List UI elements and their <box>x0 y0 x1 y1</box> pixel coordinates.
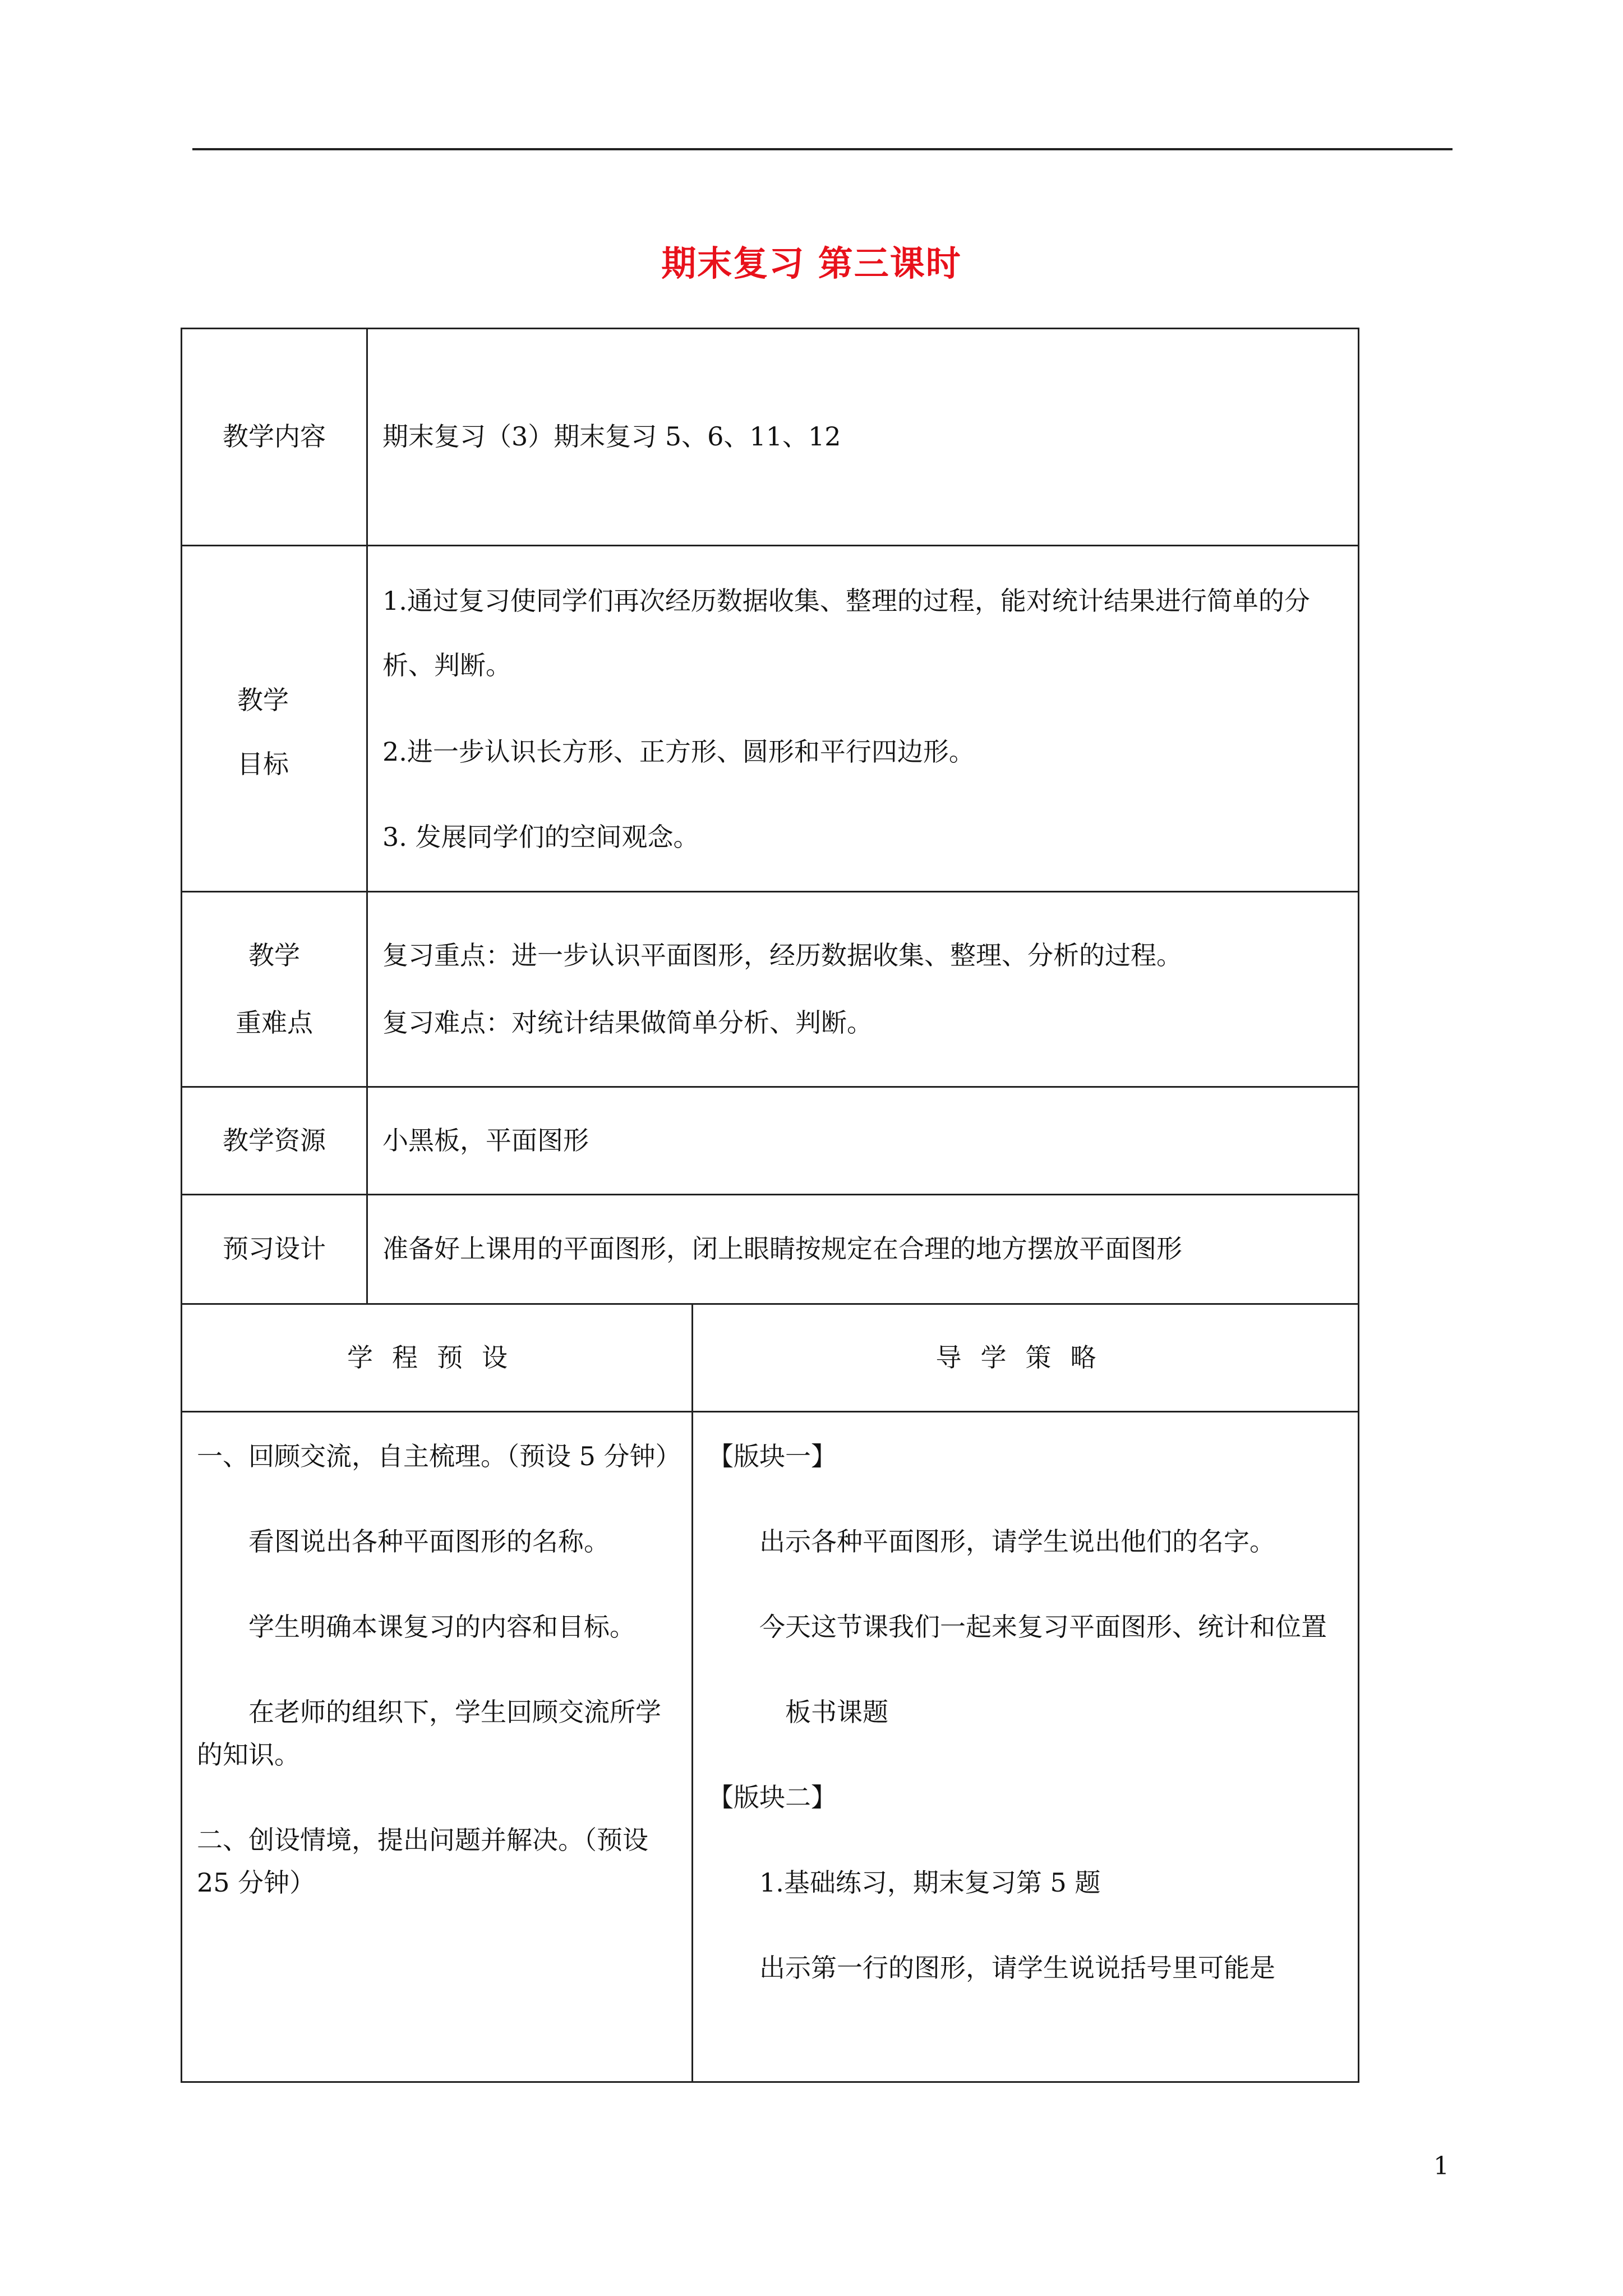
left-item-5: 二、创设情境，提出问题并解决。（预设 25 分钟） <box>197 1825 648 1898</box>
row-process <box>182 1412 1359 2082</box>
label-focus: 教学 重难点 <box>182 892 367 1087</box>
process-left <box>182 1412 693 2082</box>
value-content: 期末复习（3）期末复习 5、6、11、12 <box>367 329 1359 546</box>
right-item-3: 今天这节课我们一起来复习平面图形、统计和位置 <box>759 1612 1327 1642</box>
row-column-headers <box>182 1304 1359 1412</box>
lesson-plan-table <box>181 328 1359 2083</box>
left-item-3: 学生明确本课复习的内容和目标。 <box>248 1612 635 1642</box>
right-item-5: 【版块二】 <box>708 1782 837 1812</box>
column-header-left: 学程预设 <box>182 1304 693 1412</box>
value-resources: 小黑板，平面图形 <box>367 1087 1359 1195</box>
right-item-7: 出示第一行的图形，请学生说说括号里可能是 <box>759 1953 1275 1983</box>
value-focus <box>367 892 1359 1087</box>
header-rule <box>192 148 1453 150</box>
left-item-2: 看图说出各种平面图形的名称。 <box>248 1526 610 1557</box>
label-goals: 教学 目标 <box>182 546 367 892</box>
label-resources: 教学资源 <box>182 1087 367 1195</box>
page-title: 期末复习 第三课时 <box>661 243 962 284</box>
focus-key: 复习重点：进一步认识平面图形，经历数据收集、整理、分析的过程。 <box>382 940 1182 970</box>
page-number: 1 <box>1433 2152 1449 2180</box>
column-header-right: 导学策略 <box>693 1304 1359 1412</box>
row-goals <box>182 546 1359 892</box>
value-preview: 准备好上课用的平面图形，闭上眼睛按规定在合理的地方摆放平面图形 <box>367 1195 1359 1304</box>
label-content: 教学内容 <box>182 329 367 546</box>
process-right <box>693 1412 1359 2082</box>
goal-item-2: 2.进一步认识长方形、正方形、圆形和平行四边形。 <box>382 737 975 767</box>
left-item-4: 在老师的组织下，学生回顾交流所学的知识。 <box>197 1697 661 1770</box>
row-resources <box>182 1087 1359 1195</box>
goal-item-3: 3. 发展同学们的空间观念。 <box>382 822 699 852</box>
row-content <box>182 329 1359 546</box>
label-preview: 预习设计 <box>182 1195 367 1304</box>
right-item-4: 板书课题 <box>785 1697 888 1727</box>
right-item-2: 出示各种平面图形，请学生说出他们的名字。 <box>759 1526 1275 1557</box>
right-item-1: 【版块一】 <box>708 1441 837 1471</box>
row-focus <box>182 892 1359 1087</box>
left-item-1: 一、回顾交流，自主梳理。（预设 5 分钟） <box>197 1441 681 1471</box>
goal-item-1: 1.通过复习使同学们再次经历数据收集、整理的过程，能对统计结果进行简单的分析、判断。 <box>382 586 1310 680</box>
right-item-6: 1.基础练习，期末复习第 5 题 <box>759 1867 1101 1898</box>
row-preview <box>182 1195 1359 1304</box>
value-goals <box>367 546 1359 892</box>
focus-difficult: 复习难点：对统计结果做简单分析、判断。 <box>382 1007 873 1038</box>
